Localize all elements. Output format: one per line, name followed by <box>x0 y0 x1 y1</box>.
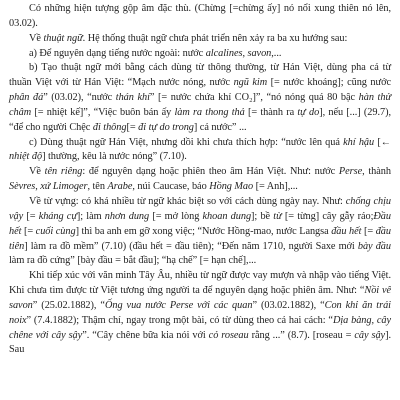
italic-term: Sèvres <box>9 181 36 193</box>
text-run: Khi tiếp xúc với văn minh Tây Âu, nhiều từ ngữ được vay mượn và nhập vào tiếng Việt. Khi chưa tìm được từ Việt tương ứng người ta để nguyên dạng hoặc phiên âm. Như: “ <box>9 270 391 297</box>
text-run: ]; làm <box>76 210 105 222</box>
text-run: [= <box>126 121 139 133</box>
italic-term: Đầu hết <box>9 210 391 237</box>
text-run: ” (7.4.1882); Thậm chí, ngay trong một bài, có từ dùng theo cả hai cách: “ <box>26 314 333 326</box>
text-run: ], nếu [...] (29.7), “để cho người Chệc <box>9 106 391 133</box>
text-run: ]; bề <box>251 210 274 222</box>
text-run: [= Anh],... <box>253 181 298 193</box>
italic-term: làm ra thong thả <box>174 106 245 118</box>
text-run: [= <box>23 210 39 222</box>
text-run: Về từ vựng: có khá nhiều từ ngữ khác biệt so với cách dùng ngày nay. Như: <box>29 195 346 207</box>
text-run: [= <box>361 225 376 237</box>
text-run: làm ra đồ cứng” [bày đầu = bắt đầu]; “hạ chế” [= hạn chế],... <box>9 255 257 267</box>
text-run: . Hệ thống thuật ngữ chưa phát triển nên xảy ra ba xu hướng sau: <box>82 32 348 44</box>
text-run: , <box>242 47 248 59</box>
italic-term: phân đá <box>9 92 44 104</box>
text-run: ,... <box>271 47 282 59</box>
text-run: c) Dùng thuật ngữ Hán Việt, nhưng dồi khi chưa thích hợp: “nước lên quá <box>29 136 344 148</box>
italic-term: chống chịu vậy <box>9 195 392 222</box>
text-run: ] thường, kêu là nước nóng” (7.10). <box>42 151 187 163</box>
paragraph <box>9 165 391 195</box>
text-run: ”. “Cây chêne bữa kia nói với <box>82 329 209 341</box>
text-run: ] làm ra đồ mềm” (7.10) (đầu hết = đầu tiên); “Đến năm 1710, người Saxe mới <box>24 240 358 252</box>
text-run: Có những hiện tượng gộp âm đặc thù. (Chừng [=chừng ấy] nó nổi xung thiên nó lên, 03.02). <box>9 3 391 29</box>
italic-term: alcalines <box>205 47 243 59</box>
italic-term: cây sậy <box>354 329 386 341</box>
text-run: , thành <box>362 166 391 178</box>
text-run: [ <box>374 136 381 148</box>
paragraph <box>9 61 391 135</box>
italic-term: ngũ kim <box>233 77 268 89</box>
italic-term: khí hậu <box>343 136 375 148</box>
italic-term: Ống vua nước Perse với các quan <box>104 299 253 311</box>
italic-term: thán khí <box>115 92 150 104</box>
text-run: rằng ...” (8.7). [roseau = <box>248 329 355 341</box>
text-run: , tên <box>87 181 108 193</box>
text-run: ” [= nước chứa khí CO₂]”, “nó nóng quá 80 bậc <box>149 92 359 104</box>
text-run: Về <box>29 166 45 178</box>
text-run: ] cả nước” ... <box>193 121 247 133</box>
italic-term: Con khỉ ăn trái noix <box>9 299 391 326</box>
italic-term: Dịa bàng, cây chêne với cây sậy <box>9 314 391 341</box>
paragraph <box>9 195 391 269</box>
italic-term: đi thông <box>92 121 127 133</box>
italic-term: Hồng Mao <box>209 181 254 193</box>
text-run: b) Tạo thuật ngữ mới bằng cách dùng từ thông thường, từ Hán Việt, dùng pha cả từ thuần Việt với từ Hán Việt: “Mạch nước nóng, nước <box>9 62 391 89</box>
text-run: [= nước khoáng]; cũng nước <box>267 77 391 89</box>
text-run: : để nguyên dạng hoặc phiên theo âm Hán Việt. Như: nước <box>82 166 339 178</box>
italic-term: cuối cùng <box>35 225 76 237</box>
text-run: ” (25.02.1882), “ <box>32 299 105 311</box>
paragraph <box>9 136 391 166</box>
italic-term: Arabe <box>107 181 133 193</box>
text-run: [= thành ra <box>244 106 298 118</box>
text-run: [= nhiệt kế]”, “Việc buôn bán ấy <box>31 106 175 118</box>
paragraph <box>9 269 391 358</box>
italic-term: tên riêng <box>44 166 83 178</box>
text-run: Về <box>29 32 44 44</box>
italic-term: tự do <box>297 106 320 118</box>
italic-term: khoan dung <box>202 210 252 222</box>
italic-term: savon <box>247 47 272 59</box>
text-run: , núi Caucase, báo <box>132 181 210 193</box>
paragraph <box>9 47 391 62</box>
italic-term: hàn thử châm <box>9 92 392 118</box>
italic-term: ← nhiệt độ <box>9 136 392 163</box>
text-run: ]. Sau <box>9 329 391 356</box>
italic-term: Perse <box>338 166 363 178</box>
italic-term: đầu tiên <box>9 225 391 252</box>
italic-term: Nồi vê savon <box>9 285 392 311</box>
italic-term: bày đầu <box>357 240 391 252</box>
italic-term: đi tự do trong <box>138 121 194 133</box>
text-run: [= mở lòng <box>149 210 203 222</box>
text-run: a) Để nguyên dạng tiếng nước ngoài: nước <box>29 47 206 59</box>
text-run: ] thì ba anh em gỡ xong việc; “Nước Hồng-mao, nước Langsa <box>75 225 332 237</box>
italic-term: kháng cự <box>38 210 77 222</box>
italic-term: thuật ngữ <box>43 32 83 44</box>
text-run: ” (03.02.1882), “ <box>252 299 325 311</box>
paragraph <box>9 2 391 32</box>
text-run: ” (03.02), “nước <box>43 92 116 104</box>
text-run: [= <box>21 225 36 237</box>
text-run: [= từng] cây gẫy ráo; <box>281 210 374 222</box>
italic-term: từ <box>273 210 282 222</box>
italic-term: nhơn dung <box>104 210 150 222</box>
italic-term: đầu hết <box>331 225 362 237</box>
text-run: , <box>35 181 41 193</box>
italic-term: xứ Limoger <box>40 181 88 193</box>
paragraph <box>9 32 391 47</box>
italic-term: cỏ roseau <box>208 329 249 341</box>
